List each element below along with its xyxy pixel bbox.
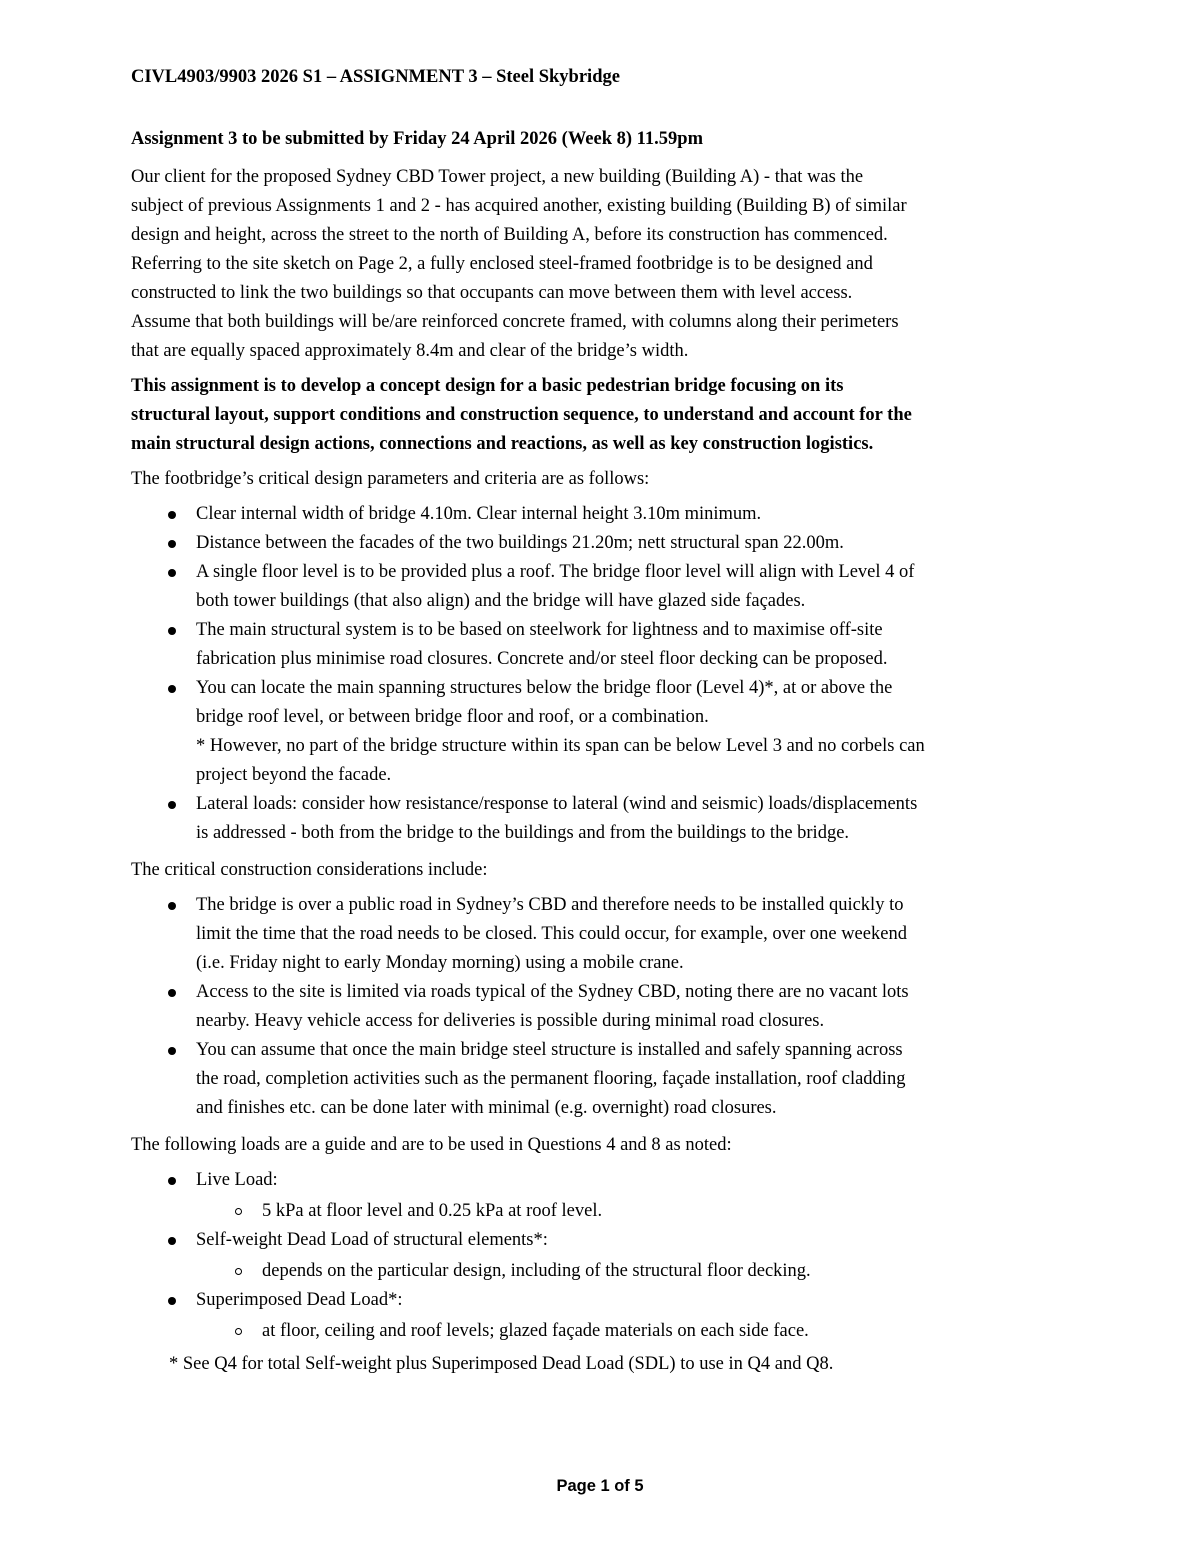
bullet-icon (168, 627, 176, 635)
list-item (131, 558, 1076, 616)
text-line: bridge roof level, or between bridge floor and roof, or a combination. (196, 707, 709, 727)
text-line: A single floor level is to be provided plus a roof. The bridge floor level will align with Level 4 of (196, 562, 915, 582)
load-detail: depends on the particular design, including of the structural floor decking. (262, 1261, 811, 1281)
assignment-aim (131, 372, 1076, 459)
bullet-icon (168, 902, 176, 910)
bullet-icon (168, 685, 176, 693)
text-line: Distance between the facades of the two buildings 21.20m; nett structural span 22.00m. (196, 533, 844, 553)
text-line: subject of previous Assignments 1 and 2 - has acquired another, existing building (Building B) of similar (131, 196, 907, 216)
loads-heading: The following loads are a guide and are to be used in Questions 4 and 8 as noted: (131, 1135, 732, 1155)
construction-list (131, 891, 1076, 1123)
text-line: and finishes etc. can be done later with minimal (e.g. overnight) road closures. (196, 1098, 777, 1118)
text-line: project beyond the facade. (196, 765, 392, 785)
bullet-icon (168, 1297, 176, 1305)
text-line: constructed to link the two buildings so that occupants can move between them with level access. (131, 283, 853, 303)
bullet-icon (168, 989, 176, 997)
document-title: CIVL4903/9903 2026 S1 – ASSIGNMENT 3 – Steel Skybridge (131, 67, 620, 87)
list-item (131, 1226, 1076, 1255)
text-line: Lateral loads: consider how resistance/response to lateral (wind and seismic) loads/displacements (196, 794, 918, 814)
text-line: the road, completion activities such as the permanent flooring, façade installation, roof cladding (196, 1069, 906, 1089)
text-line: Referring to the site sketch on Page 2, a fully enclosed steel-framed footbridge is to be designed and (131, 254, 873, 274)
list-item (131, 891, 1076, 978)
list-item (131, 1286, 1076, 1315)
text-line: Our client for the proposed Sydney CBD Tower project, a new building (Building A) - that was the (131, 167, 864, 187)
list-item (131, 674, 1076, 790)
bullet-icon (168, 540, 176, 548)
loads-sublist (131, 1197, 1076, 1226)
text-line: Access to the site is limited via roads typical of the Sydney CBD, noting there are no vacant lots (196, 982, 909, 1002)
text-line: limit the time that the road needs to be closed. This could occur, for example, over one weekend (196, 924, 907, 944)
text-line: You can assume that once the main bridge steel structure is installed and safely spanning across (196, 1040, 903, 1060)
list-item (131, 616, 1076, 674)
text-line: You can locate the main spanning structures below the bridge floor (Level 4)*, at or above the (196, 678, 893, 698)
text-line: This assignment is to develop a concept design for a basic pedestrian bridge focusing on its (131, 376, 844, 396)
list-item (131, 978, 1076, 1036)
load-label: Live Load: (196, 1170, 278, 1190)
bullet-icon (168, 1237, 176, 1245)
footnote: * See Q4 for total Self-weight plus Superimposed Dead Load (SDL) to use in Q4 and Q8. (169, 1354, 834, 1374)
bullet-icon (168, 511, 176, 519)
loads-list (131, 1286, 1076, 1315)
bullet-icon (168, 801, 176, 809)
bullet-icon (168, 569, 176, 577)
load-label: Self-weight Dead Load of structural elements*: (196, 1230, 548, 1250)
text-line: nearby. Heavy vehicle access for deliveries is possible during minimal road closures. (196, 1011, 825, 1031)
loads-sublist (131, 1257, 1076, 1286)
list-item (131, 1036, 1076, 1123)
text-line: * However, no part of the bridge structure within its span can be below Level 3 and no corbels can (196, 736, 925, 756)
sub-list-item (131, 1197, 1076, 1226)
load-label: Superimposed Dead Load*: (196, 1290, 403, 1310)
parameters-heading: The footbridge’s critical design parameters and criteria are as follows: (131, 469, 650, 489)
text-line: that are equally spaced approximately 8.4m and clear of the bridge’s width. (131, 341, 689, 361)
hollow-bullet-icon (235, 1328, 242, 1335)
parameters-list (131, 500, 1076, 848)
submission-deadline: Assignment 3 to be submitted by Friday 24 April 2026 (Week 8) 11.59pm (131, 129, 703, 149)
loads-list (131, 1166, 1076, 1195)
loads-sublist (131, 1317, 1076, 1346)
bullet-icon (168, 1177, 176, 1185)
text-line: The main structural system is to be based on steelwork for lightness and to maximise off-site (196, 620, 883, 640)
text-line: (i.e. Friday night to early Monday morning) using a mobile crane. (196, 953, 684, 973)
text-line: both tower buildings (that also align) and the bridge will have glazed side façades. (196, 591, 806, 611)
text-line: The bridge is over a public road in Sydney’s CBD and therefore needs to be installed quickly to (196, 895, 904, 915)
text-line: fabrication plus minimise road closures. Concrete and/or steel floor decking can be proposed. (196, 649, 888, 669)
text-line: structural layout, support conditions and construction sequence, to understand and account for the (131, 405, 912, 425)
intro-paragraph (131, 163, 1076, 366)
text-line: Assume that both buildings will be/are reinforced concrete framed, with columns along their perimeters (131, 312, 899, 332)
page-content (131, 63, 1076, 1379)
loads-list (131, 1226, 1076, 1255)
construction-heading: The critical construction considerations include: (131, 860, 488, 880)
bullet-icon (168, 1047, 176, 1055)
list-item (131, 790, 1076, 848)
sub-list-item (131, 1257, 1076, 1286)
list-item (131, 500, 1076, 529)
load-detail: at floor, ceiling and roof levels; glazed façade materials on each side face. (262, 1321, 809, 1341)
text-line: Clear internal width of bridge 4.10m. Clear internal height 3.10m minimum. (196, 504, 762, 524)
hollow-bullet-icon (235, 1208, 242, 1215)
page-number: Page 1 of 5 (556, 1477, 644, 1495)
text-line: is addressed - both from the bridge to the buildings and from the buildings to the bridge. (196, 823, 850, 843)
text-line: main structural design actions, connections and reactions, as well as key construction logistics. (131, 434, 874, 454)
hollow-bullet-icon (235, 1268, 242, 1275)
load-detail: 5 kPa at floor level and 0.25 kPa at roof level. (262, 1201, 603, 1221)
sub-list-item (131, 1317, 1076, 1346)
text-line: design and height, across the street to the north of Building A, before its construction has commenced. (131, 225, 888, 245)
list-item (131, 529, 1076, 558)
list-item (131, 1166, 1076, 1195)
